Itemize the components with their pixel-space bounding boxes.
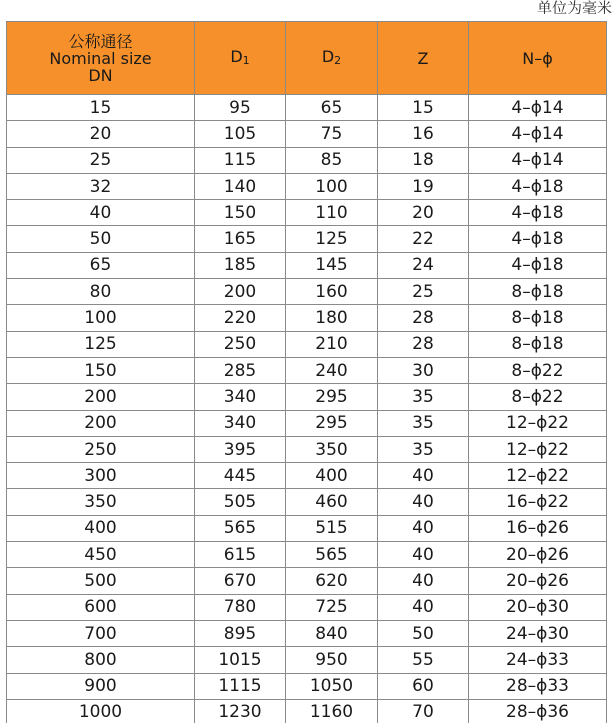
header-d1	[195, 22, 286, 95]
table-row	[7, 463, 607, 489]
cell-z: 20	[378, 200, 469, 226]
table-row	[7, 305, 607, 331]
cell-z: 55	[378, 647, 469, 673]
cell-n-phi: 8–ϕ18	[469, 331, 607, 357]
cell-z: 22	[378, 226, 469, 252]
cell-dn: 15	[7, 95, 195, 121]
cell-d2: 1160	[286, 699, 378, 723]
cell-d1: 285	[195, 357, 286, 383]
cell-z: 35	[378, 384, 469, 410]
table-row	[7, 331, 607, 357]
table-row	[7, 226, 607, 252]
cell-n-phi: 20–ϕ26	[469, 542, 607, 568]
cell-d1: 105	[195, 121, 286, 147]
cell-dn: 350	[7, 489, 195, 515]
header-nominal-size-cn: 公称通径	[68, 31, 133, 51]
cell-n-phi: 16–ϕ26	[469, 515, 607, 541]
cell-d1: 95	[195, 95, 286, 121]
cell-d1: 565	[195, 515, 286, 541]
cell-dn: 900	[7, 673, 195, 699]
cell-d1: 250	[195, 331, 286, 357]
cell-d1: 220	[195, 305, 286, 331]
cell-d1: 340	[195, 410, 286, 436]
cell-d1: 1015	[195, 647, 286, 673]
cell-d1: 200	[195, 279, 286, 305]
cell-d1: 165	[195, 226, 286, 252]
cell-n-phi: 8–ϕ22	[469, 357, 607, 383]
cell-dn: 450	[7, 542, 195, 568]
table-row	[7, 252, 607, 278]
table-row	[7, 95, 607, 121]
cell-n-phi: 28–ϕ36	[469, 699, 607, 723]
cell-z: 18	[378, 147, 469, 173]
cell-n-phi: 4–ϕ18	[469, 252, 607, 278]
cell-dn: 125	[7, 331, 195, 357]
cell-dn: 200	[7, 384, 195, 410]
flange-dimension-table	[6, 21, 607, 723]
cell-d2: 145	[286, 252, 378, 278]
cell-z: 30	[378, 357, 469, 383]
table-row	[7, 568, 607, 594]
cell-d2: 620	[286, 568, 378, 594]
cell-d1: 895	[195, 620, 286, 646]
header-d2	[286, 22, 378, 95]
cell-d2: 950	[286, 647, 378, 673]
cell-dn: 20	[7, 121, 195, 147]
table-row	[7, 200, 607, 226]
table-row	[7, 489, 607, 515]
table-row	[7, 410, 607, 436]
cell-dn: 200	[7, 410, 195, 436]
cell-d2: 460	[286, 489, 378, 515]
cell-d1: 505	[195, 489, 286, 515]
cell-d1: 185	[195, 252, 286, 278]
header-z: Z	[378, 22, 469, 95]
cell-d2: 840	[286, 620, 378, 646]
cell-dn: 1000	[7, 699, 195, 723]
cell-n-phi: 4–ϕ14	[469, 95, 607, 121]
cell-d1: 115	[195, 147, 286, 173]
header-n-phi: N–ϕ	[469, 22, 607, 95]
cell-z: 40	[378, 515, 469, 541]
cell-d2: 85	[286, 147, 378, 173]
cell-n-phi: 12–ϕ22	[469, 463, 607, 489]
cell-z: 40	[378, 489, 469, 515]
cell-d2: 725	[286, 594, 378, 620]
cell-d2: 180	[286, 305, 378, 331]
cell-dn: 80	[7, 279, 195, 305]
cell-n-phi: 12–ϕ22	[469, 436, 607, 462]
cell-dn: 25	[7, 147, 195, 173]
cell-d1: 395	[195, 436, 286, 462]
cell-n-phi: 4–ϕ18	[469, 200, 607, 226]
cell-n-phi: 28–ϕ33	[469, 673, 607, 699]
cell-d2: 240	[286, 357, 378, 383]
cell-z: 35	[378, 410, 469, 436]
header-d1-base: D	[230, 46, 243, 66]
table-row	[7, 384, 607, 410]
cell-n-phi: 4–ϕ14	[469, 147, 607, 173]
cell-z: 40	[378, 463, 469, 489]
cell-d2: 65	[286, 95, 378, 121]
header-nominal-size	[7, 22, 195, 95]
cell-d2: 75	[286, 121, 378, 147]
cell-d2: 515	[286, 515, 378, 541]
cell-z: 15	[378, 95, 469, 121]
cell-dn: 50	[7, 226, 195, 252]
table-row	[7, 542, 607, 568]
cell-z: 24	[378, 252, 469, 278]
cell-dn: 500	[7, 568, 195, 594]
cell-z: 25	[378, 279, 469, 305]
table-row	[7, 173, 607, 199]
table-row	[7, 436, 607, 462]
cell-z: 40	[378, 594, 469, 620]
cell-n-phi: 20–ϕ26	[469, 568, 607, 594]
cell-z: 28	[378, 305, 469, 331]
cell-z: 70	[378, 699, 469, 723]
header-d2-sub: 2	[334, 53, 342, 67]
cell-d1: 1115	[195, 673, 286, 699]
table-row	[7, 699, 607, 723]
cell-dn: 32	[7, 173, 195, 199]
cell-z: 16	[378, 121, 469, 147]
header-nominal-size-dn: DN	[88, 65, 113, 85]
cell-d1: 140	[195, 173, 286, 199]
cell-z: 28	[378, 331, 469, 357]
header-nominal-size-en: Nominal size	[49, 48, 152, 68]
cell-z: 40	[378, 568, 469, 594]
cell-d2: 160	[286, 279, 378, 305]
cell-d2: 400	[286, 463, 378, 489]
cell-d2: 100	[286, 173, 378, 199]
cell-n-phi: 4–ϕ14	[469, 121, 607, 147]
cell-z: 50	[378, 620, 469, 646]
cell-dn: 65	[7, 252, 195, 278]
cell-z: 19	[378, 173, 469, 199]
cell-n-phi: 8–ϕ18	[469, 279, 607, 305]
cell-z: 40	[378, 542, 469, 568]
cell-n-phi: 24–ϕ30	[469, 620, 607, 646]
table-body	[7, 95, 607, 723]
cell-n-phi: 4–ϕ18	[469, 173, 607, 199]
cell-d2: 295	[286, 384, 378, 410]
cell-d2: 125	[286, 226, 378, 252]
cell-dn: 400	[7, 515, 195, 541]
cell-d2: 565	[286, 542, 378, 568]
cell-n-phi: 8–ϕ18	[469, 305, 607, 331]
cell-d2: 210	[286, 331, 378, 357]
table-row	[7, 279, 607, 305]
cell-n-phi: 24–ϕ33	[469, 647, 607, 673]
cell-d1: 150	[195, 200, 286, 226]
table-row	[7, 515, 607, 541]
cell-dn: 250	[7, 436, 195, 462]
cell-dn: 600	[7, 594, 195, 620]
cell-d1: 1230	[195, 699, 286, 723]
cell-n-phi: 12–ϕ22	[469, 410, 607, 436]
cell-d2: 1050	[286, 673, 378, 699]
cell-dn: 40	[7, 200, 195, 226]
cell-n-phi: 8–ϕ22	[469, 384, 607, 410]
cell-dn: 700	[7, 620, 195, 646]
unit-note: 单位为毫米	[536, 0, 612, 14]
cell-dn: 300	[7, 463, 195, 489]
table-row	[7, 121, 607, 147]
cell-dn: 100	[7, 305, 195, 331]
cell-d1: 670	[195, 568, 286, 594]
cell-d2: 295	[286, 410, 378, 436]
cell-n-phi: 4–ϕ18	[469, 226, 607, 252]
table-row	[7, 147, 607, 173]
cell-d1: 615	[195, 542, 286, 568]
table-row	[7, 647, 607, 673]
table-row	[7, 673, 607, 699]
cell-d1: 445	[195, 463, 286, 489]
header-d1-sub: 1	[242, 53, 250, 67]
table-header-row	[7, 22, 607, 95]
cell-d1: 780	[195, 594, 286, 620]
table-row	[7, 594, 607, 620]
table-row	[7, 620, 607, 646]
cell-d2: 350	[286, 436, 378, 462]
cell-dn: 800	[7, 647, 195, 673]
cell-d1: 340	[195, 384, 286, 410]
cell-z: 60	[378, 673, 469, 699]
cell-n-phi: 16–ϕ22	[469, 489, 607, 515]
cell-z: 35	[378, 436, 469, 462]
header-d2-base: D	[321, 46, 335, 66]
cell-dn: 150	[7, 357, 195, 383]
cell-d2: 110	[286, 200, 378, 226]
cell-n-phi: 20–ϕ30	[469, 594, 607, 620]
table-row	[7, 357, 607, 383]
